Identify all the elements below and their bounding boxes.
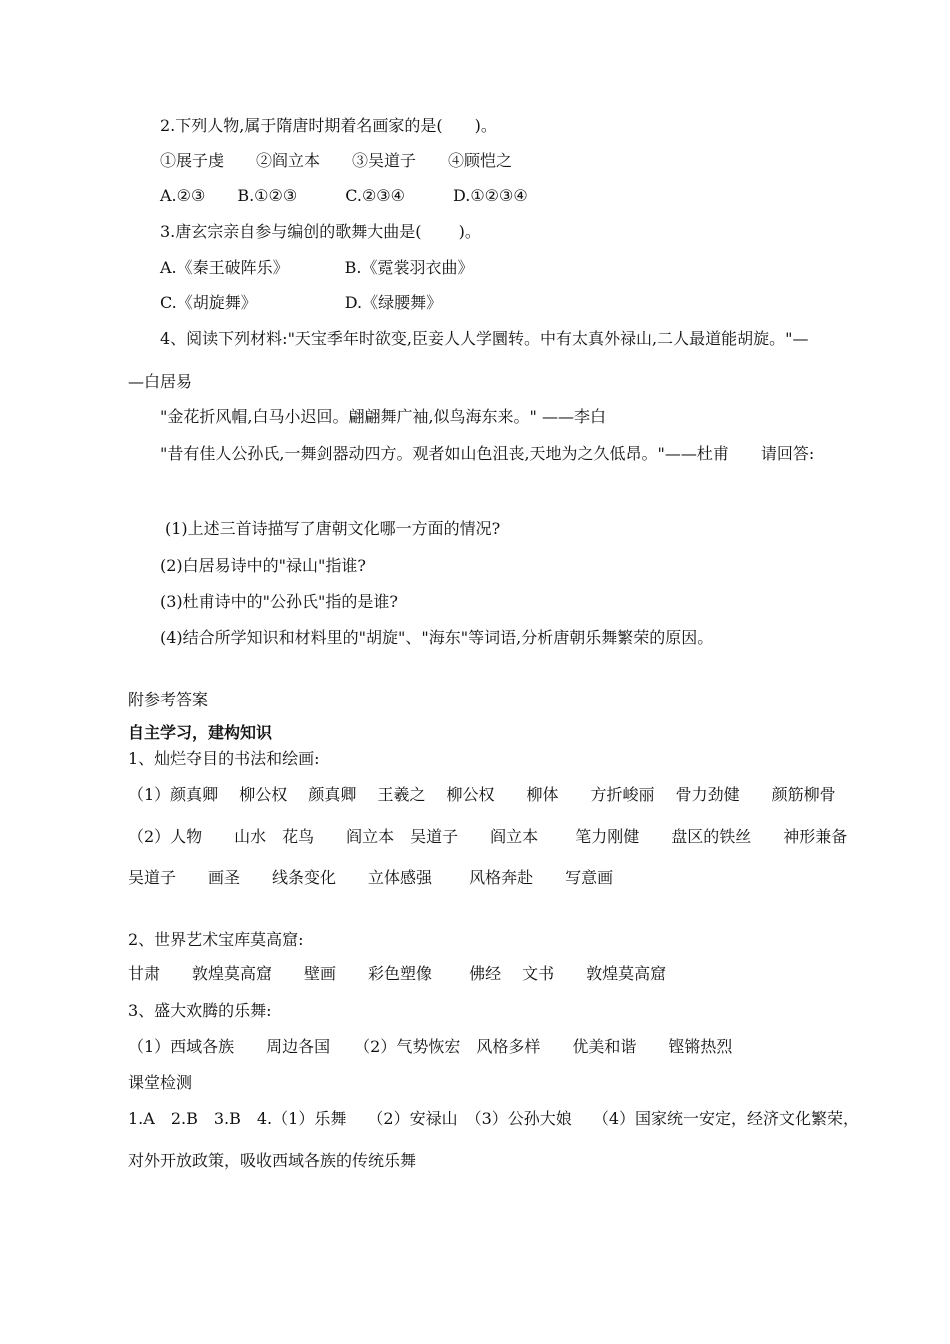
question-3-options-ab: A.《秦王破阵乐》 B.《霓裳羽衣曲》 [160,258,474,277]
question-3-options-cd: C.《胡旋舞》 D.《绿腰舞》 [160,293,443,312]
question-4-stem: 4、阅读下列材料:"天宝季年时欲变,臣妾人人学圜转。中有太真外禄山,二人最道能胡旋。"— [160,329,809,348]
question-2-options: A.②③ B.①②③ C.②③④ D.①②③④ [160,186,528,205]
answers-section-title: 自主学习，建构知识 [128,723,273,742]
question-4-stem-continued: —白居易 [128,372,193,391]
answers-s2-line: 甘肃 敦煌莫高窟 壁画 彩色塑像 佛经 文书 敦煌莫高窟 [128,964,667,983]
answers-s1-line-2: （2）人物 山水 花鸟 阎立本 吴道子 阎立本 笔力刚健 盘区的铁丝 神形兼备 [128,827,848,846]
question-3-stem: 3.唐玄宗亲自参与编创的歌舞大曲是( )。 [160,222,481,241]
question-2-stem: 2.下列人物,属于隋唐时期着名画家的是( )。 [160,116,497,135]
question-4-poem-li-bai: "金花折风帽,白马小迟回。翩翩舞广袖,似鸟海东来。" ——李白 [160,407,606,426]
answers-s1-line-1: （1）颜真卿 柳公权 颜真卿 王羲之 柳公权 柳体 方折峻丽 骨力劲健 颜筋柳骨 [128,785,836,804]
answers-heading: 附参考答案 [128,690,209,709]
answers-s1-line-3: 吴道子 画圣 线条变化 立体感强 风格奔赴 写意画 [128,868,614,887]
question-2-items: ①展子虔 ②阎立本 ③吴道子 ④顾恺之 [160,151,513,170]
answers-s1-title: 1、灿烂夺目的书法和绘画: [128,749,320,768]
answers-s3-title: 3、盛大欢腾的乐舞: [128,1001,272,1020]
answers-check-line-1: 1.A 2.B 3.B 4.（1）乐舞 （2）安禄山 （3）公孙大娘 （4）国家统一安定，经济文化繁荣， [128,1109,860,1128]
answers-check-title: 课堂检测 [128,1073,193,1092]
question-4-sub-3: (3)杜甫诗中的"公孙氏"指的是谁? [160,592,398,611]
answers-s2-title: 2、世界艺术宝库莫高窟: [128,930,304,949]
question-4-sub-4: (4)结合所学知识和材料里的"胡旋"、"海东"等词语,分析唐朝乐舞繁荣的原因。 [160,628,714,647]
question-4-sub-1: (1)上述三首诗描写了唐朝文化哪一方面的情况? [165,519,501,538]
question-4-sub-2: (2)白居易诗中的"禄山"指谁? [160,556,366,575]
answers-s3-line: （1）西域各族 周边各国 （2）气势恢宏 风格多样 优美和谐 铿锵热烈 [128,1037,733,1056]
answers-check-line-2: 对外开放政策，吸收西域各族的传统乐舞 [128,1151,417,1170]
question-4-poem-du-fu: "昔有佳人公孙氏,一舞剑器动四方。观者如山色沮丧,天地为之久低昂。"——杜甫 请回答: [160,444,815,463]
